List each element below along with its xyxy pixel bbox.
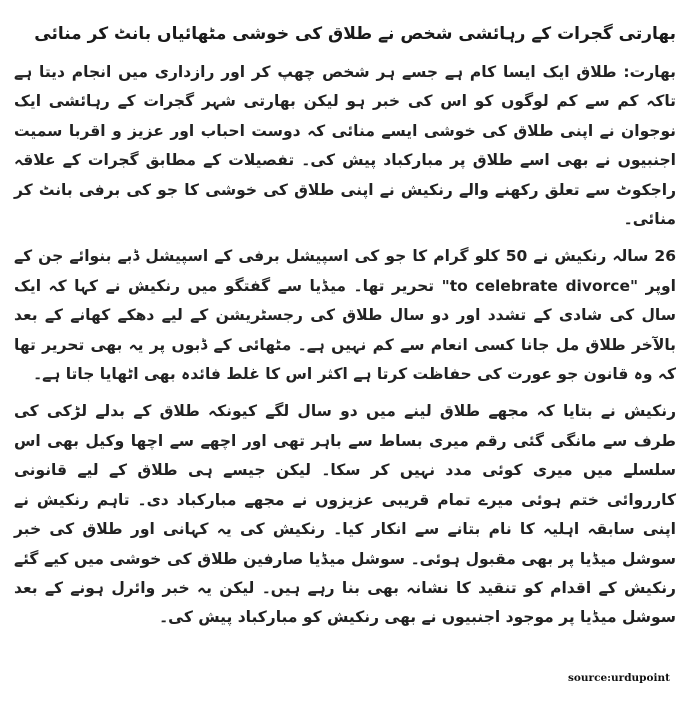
article-title: بھارتی گجرات کے رہائشی شخص نے طلاق کی خوشی مٹھائیاں بانٹ کر منائی bbox=[34, 24, 676, 44]
article-paragraph-3: رنکیش نے بتایا کہ مجھے طلاق لینے میں دو سال لگے کیونکہ طلاق کے بدلے لڑکی کی طرف سے مانگی گئی رقم میری بساط سے باہر تھی اور اچھے سے اچھا وکیل بھی اس سلسلے میں میری کوئی مدد نہیں کر سکا۔ لیکن جیسے ہی طلاق کے لیے قانونی کارروائی ختم ہوئی میرے تمام قریبی عزیزوں نے مجھے مبارکباد دی۔ تاہم رنکیش نے اپنی سابقہ اہلیہ کا نام بتانے سے انکار کیا۔ رنکیش کی یہ کہانی اور طلاق کی خبر سوشل میڈیا پر بھی مقبول ہوئی۔ سوشل میڈیا صارفین طلاق کی خوشی میں کیے گئے رنکیش کے اقدام کو تنقید کا نشانہ بھی بنا رہے ہیں۔ لیکن یہ خبر وائرل ہونے کے بعد سوشل میڈیا پر موجود اجنبیوں نے بھی رنکیش کو مبارکباد پیش کی۔ bbox=[14, 402, 676, 627]
article-paragraph-2: 26 سالہ رنکیش نے 50 کلو گرام کا جو کی اسپیشل برفی کے اسپیشل ڈبے بنوائے جن کے اوپر "to celebrate divorce" تحریر تھا۔ میڈیا سے گفتگو میں رنکیش نے کہا کہ ایک سال کی شادی کے تشدد اور دو سال طلاق کی رجسٹریشن کے لیے دھکے کھانے کے بعد بالآخر طلاق مل جانا کسی انعام سے کم نہیں ہے۔ مٹھائی کے ڈبوں پر یہ بھی تحریر تھا کہ وہ قانون جو عورت کی حفاظت کرتا ہے اکثر اس کا غلط فائدہ بھی اٹھایا جاتا ہے۔ bbox=[14, 247, 676, 384]
source-credit: source:urdupoint bbox=[568, 672, 670, 684]
article-paragraph-1: بھارت: طلاق ایک ایسا کام ہے جسے ہر شخص چھپ کر اور رازداری میں انجام دیتا ہے تاکہ کم سے کم لوگوں کو اس کی خبر ہو لیکن بھارتی شہر گجرات کے رہائشی ایک نوجوان نے اپنی طلاق کی خوشی ایسے منائی کہ دوست احباب اور عزیز و اقربا سمیت اجنبیوں نے بھی اسے طلاق پر مبارکباد پیش کی۔ تفصیلات کے مطابق گجرات کے علاقہ راجکوٹ سے تعلق رکھنے والے رنکیش نے اپنی طلاق کی خوشی کا جو کی برفی بانٹ کر منائی۔ bbox=[14, 63, 676, 229]
